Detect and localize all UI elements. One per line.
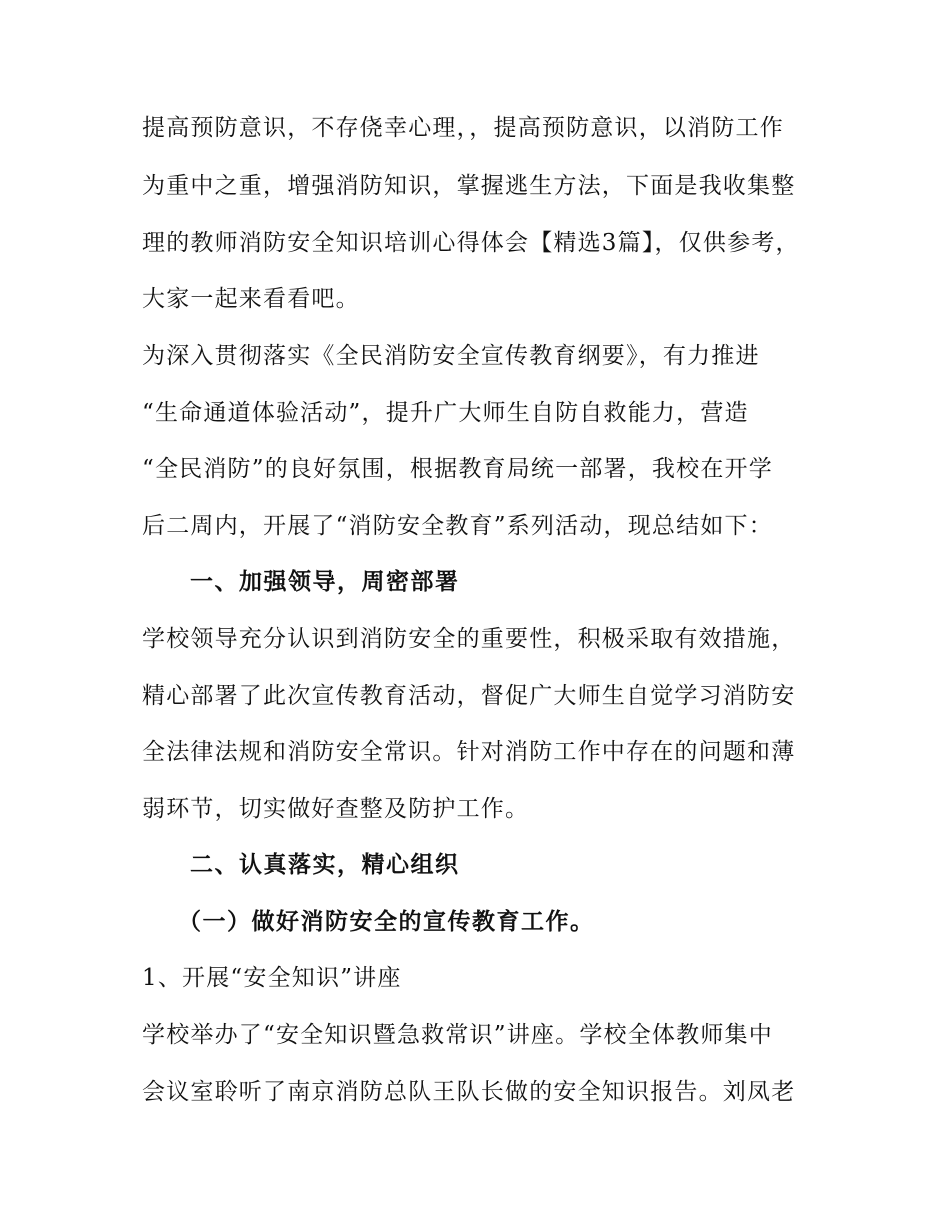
para1-line-3: “全民消防”的良好氛围，根据教育局统一部署，我校在开学 — [142, 456, 773, 482]
para2-line-4: 弱环节，切实做好查整及防护工作。 — [142, 796, 530, 822]
heading-2: 二、认真落实，精心组织 — [190, 852, 460, 878]
intro-line-1: 提高预防意识，不存侥幸心理，，提高预防意识，以消防工作 — [142, 115, 784, 141]
subheading-1: （一）做好消防安全的宣传教育工作。 — [178, 909, 595, 935]
intro-line-2: 为重中之重，增强消防知识，掌握逃生方法，下面是我收集整 — [142, 173, 796, 199]
heading-1: 一、加强领导，周密部署 — [190, 569, 460, 595]
para2-line-2: 精心部署了此次宣传教育活动，督促广大师生自觉学习消防安 — [142, 683, 796, 709]
para3-line-1: 学校举办了“安全知识暨急救常识”讲座。学校全体教师集中 — [142, 1022, 773, 1048]
para3-line-2: 会议室聆听了南京消防总队王队长做的安全知识报告。刘凤老 — [142, 1079, 796, 1105]
para1-line-1: 为深入贯彻落实《全民消防安全宣传教育纲要》，有力推进 — [142, 343, 760, 369]
para2-line-1: 学校领导充分认识到消防安全的重要性，积极采取有效措施， — [142, 626, 796, 652]
para2-line-3: 全法律法规和消防安全常识。针对消防工作中存在的问题和薄 — [142, 739, 796, 765]
intro-line-3: 理的教师消防安全知识培训心得体会【精选3篇】，仅供参考， — [142, 230, 800, 256]
para1-line-2: “生命通道体验活动”，提升广大师生自防自救能力，营造 — [142, 400, 749, 426]
para1-line-4: 后二周内，开展了“消防安全教育”系列活动，现总结如下： — [142, 513, 773, 539]
item-1: 1、开展“安全知识”讲座 — [142, 965, 402, 991]
intro-line-4: 大家一起来看看吧。 — [142, 286, 360, 312]
